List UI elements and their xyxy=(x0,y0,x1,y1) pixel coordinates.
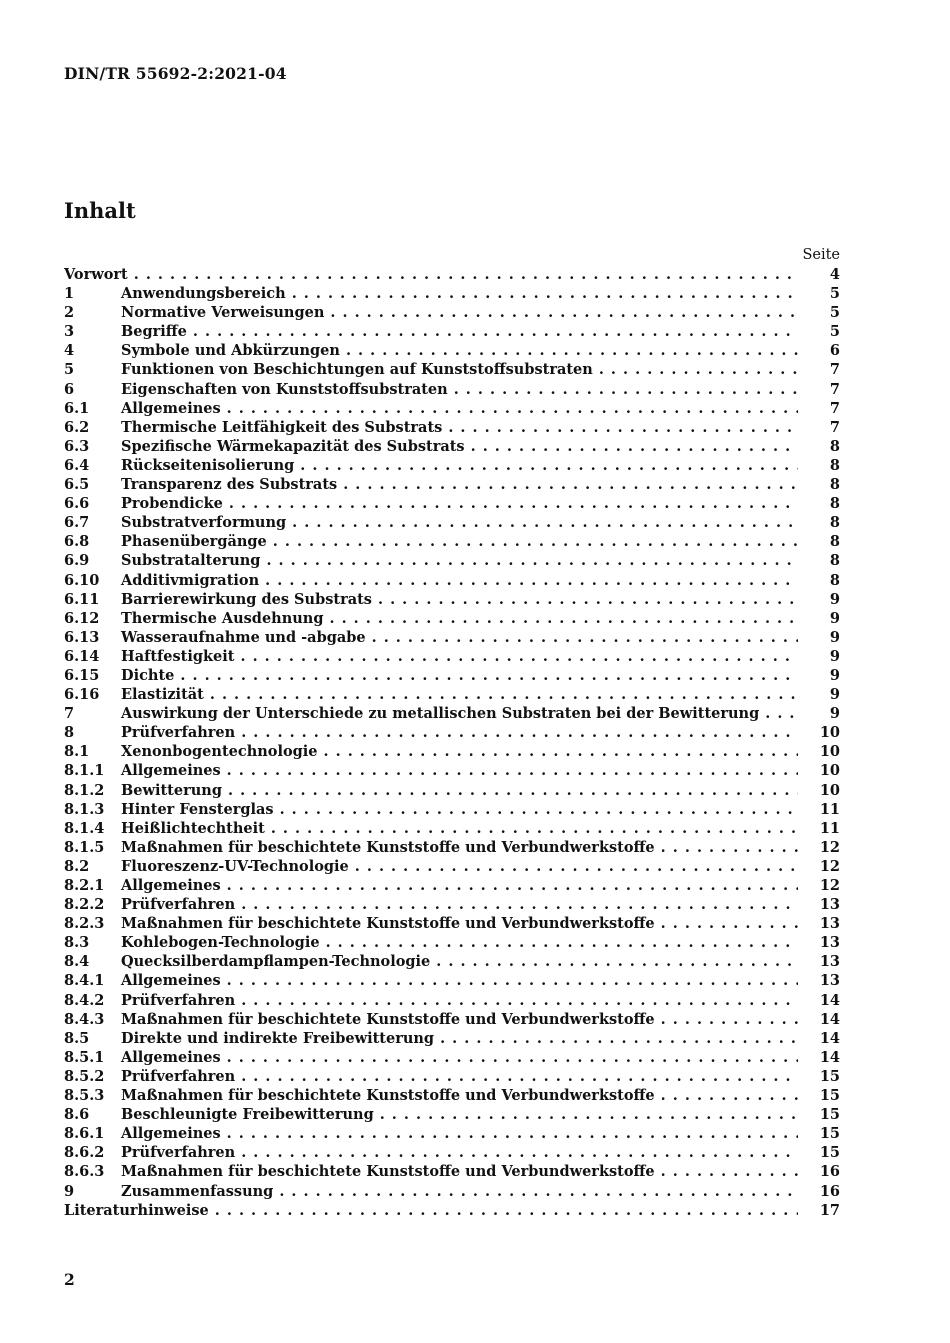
toc-entry-page: 15 xyxy=(819,1106,840,1124)
toc-entry-number: 6 xyxy=(64,380,75,398)
toc-entry-title: Additivmigration xyxy=(121,571,260,589)
toc-entry[interactable] xyxy=(64,933,840,952)
toc-entry-title: Maßnahmen für beschichtete Kunststoffe und Verbundwerkstoffe xyxy=(121,838,655,856)
toc-title: Inhalt xyxy=(64,198,136,223)
toc-entry[interactable] xyxy=(64,819,840,838)
toc-entry-page: 10 xyxy=(819,724,840,742)
toc-dot-leader xyxy=(380,1105,798,1124)
toc-entry-page: 12 xyxy=(819,838,840,856)
toc-dot-leader xyxy=(180,666,798,685)
toc-entry-number: 8.2.3 xyxy=(64,915,105,933)
toc-dot-leader xyxy=(193,322,798,341)
toc-entry-page: 9 xyxy=(829,705,840,723)
toc-entry-title: Substratverformung xyxy=(121,514,287,532)
toc-entry-number: 6.6 xyxy=(64,495,90,513)
toc-dot-leader xyxy=(227,399,798,418)
toc-page-column-label: Seite xyxy=(802,247,840,263)
toc-entry[interactable] xyxy=(64,571,840,590)
toc-entry-number: 8.1 xyxy=(64,743,90,761)
toc-entry[interactable] xyxy=(64,971,840,990)
toc-entry[interactable] xyxy=(64,418,840,437)
toc-entry-title: Heißlichtechtheit xyxy=(121,819,265,837)
toc-dot-leader xyxy=(661,914,798,933)
toc-entry-title: Wasseraufnahme und -abgabe xyxy=(121,628,366,646)
toc-entry[interactable] xyxy=(64,781,840,800)
toc-entry[interactable] xyxy=(64,685,840,704)
toc-entry-number: 8.4.1 xyxy=(64,972,105,990)
page-number: 2 xyxy=(64,1270,75,1289)
toc-entry[interactable] xyxy=(64,551,840,570)
toc-entry[interactable] xyxy=(64,914,840,933)
toc-entry[interactable] xyxy=(64,666,840,685)
toc-dot-leader xyxy=(346,341,798,360)
toc-dot-leader xyxy=(765,704,798,723)
toc-entry-page: 9 xyxy=(829,590,840,608)
toc-entry-page: 17 xyxy=(819,1201,840,1219)
toc-dot-leader xyxy=(227,876,798,895)
toc-dot-leader xyxy=(448,418,798,437)
toc-entry-title: Symbole und Abkürzungen xyxy=(121,342,340,360)
toc-dot-leader xyxy=(265,571,798,590)
toc-entry-page: 8 xyxy=(829,476,840,494)
toc-entry-title: Prüfverfahren xyxy=(121,1067,236,1085)
toc-entry[interactable] xyxy=(64,1201,840,1220)
toc-dot-leader xyxy=(324,742,798,761)
toc-dot-leader xyxy=(279,1182,798,1201)
toc-dot-leader xyxy=(661,1162,798,1181)
toc-entry-title: Substratalterung xyxy=(121,552,261,570)
toc-entry-title: Allgemeines xyxy=(121,1048,221,1066)
toc-entry-page: 16 xyxy=(819,1163,840,1181)
toc-entry[interactable] xyxy=(64,456,840,475)
toc-dot-leader xyxy=(210,685,798,704)
toc-entry-number: 5 xyxy=(64,361,75,379)
toc-entry[interactable] xyxy=(64,360,840,379)
toc-entry[interactable] xyxy=(64,1143,840,1162)
toc-entry[interactable] xyxy=(64,590,840,609)
toc-entry-number: 6.5 xyxy=(64,476,90,494)
toc-dot-leader xyxy=(471,437,798,456)
toc-entry-page: 5 xyxy=(829,304,840,322)
toc-dot-leader xyxy=(241,895,798,914)
toc-entry-page: 10 xyxy=(819,762,840,780)
toc-dot-leader xyxy=(378,590,798,609)
toc-entry-title: Allgemeines xyxy=(121,399,221,417)
toc-entry-page: 13 xyxy=(819,972,840,990)
toc-entry[interactable] xyxy=(64,341,840,360)
toc-entry-title: Xenonbogentechnologie xyxy=(121,743,318,761)
toc-entry-title: Allgemeines xyxy=(121,1125,221,1143)
toc-entry-page: 13 xyxy=(819,934,840,952)
toc-entry-title: Eigenschaften von Kunststoffsubstraten xyxy=(121,380,448,398)
toc-entry-number: 6.16 xyxy=(64,686,100,704)
toc-dot-leader xyxy=(271,819,798,838)
toc-entry-title: Allgemeines xyxy=(121,762,221,780)
toc-dot-leader xyxy=(599,360,798,379)
toc-entry-number: 8.1.4 xyxy=(64,819,105,837)
toc-entry[interactable] xyxy=(64,1029,840,1048)
toc-entry[interactable] xyxy=(64,1010,840,1029)
toc-entry-number: 6.7 xyxy=(64,514,90,532)
toc-entry-title: Maßnahmen für beschichtete Kunststoffe und Verbundwerkstoffe xyxy=(121,915,655,933)
toc-entry-page: 9 xyxy=(829,609,840,627)
toc-entry[interactable] xyxy=(64,1182,840,1201)
toc-entry-number: 6.10 xyxy=(64,571,100,589)
toc-entry-title: Prüfverfahren xyxy=(121,1144,236,1162)
toc-entry-title: Anwendungsbereich xyxy=(121,285,286,303)
toc-entry-title: Barrierewirkung des Substrats xyxy=(121,590,372,608)
toc-entry-title: Fluoreszenz-UV-Technologie xyxy=(121,857,349,875)
toc-entry-page: 12 xyxy=(819,857,840,875)
toc-dot-leader xyxy=(280,800,798,819)
toc-entry-page: 11 xyxy=(819,819,840,837)
toc-entry-title: Maßnahmen für beschichtete Kunststoffe und Verbundwerkstoffe xyxy=(121,1163,655,1181)
toc-entry-number: 8.5.3 xyxy=(64,1087,105,1105)
toc-entry-title: Prüfverfahren xyxy=(121,991,236,1009)
toc-entry-number: 8 xyxy=(64,724,75,742)
toc-entry-number: 8.6 xyxy=(64,1106,90,1124)
toc-entry-title: Phasenübergänge xyxy=(121,533,267,551)
toc-entry-page: 8 xyxy=(829,571,840,589)
toc-entry[interactable] xyxy=(64,838,840,857)
toc-entry[interactable] xyxy=(64,284,840,303)
toc-entry-title: Thermische Leitfähigkeit des Substrats xyxy=(121,418,443,436)
toc-dot-leader xyxy=(240,647,798,666)
toc-entry-page: 16 xyxy=(819,1182,840,1200)
toc-entry-number: 8.5.2 xyxy=(64,1067,105,1085)
toc-entry-number: 8.4.3 xyxy=(64,1010,105,1028)
toc-dot-leader xyxy=(343,475,798,494)
toc-entry-title: Auswirkung der Unterschiede zu metallischen Substraten bei der Bewitterung xyxy=(121,705,760,723)
toc-entry-page: 8 xyxy=(829,456,840,474)
toc-dot-leader xyxy=(329,609,798,628)
toc-entry-page: 15 xyxy=(819,1144,840,1162)
toc-entry-number: 8.2.1 xyxy=(64,877,105,894)
toc-dot-leader xyxy=(241,723,798,742)
toc-entry-number: 8.6.3 xyxy=(64,1163,105,1181)
toc-dot-leader xyxy=(227,1124,798,1143)
toc-entry-page: 5 xyxy=(829,323,840,341)
toc-entry[interactable] xyxy=(64,380,840,399)
toc-entry-title: Funktionen von Beschichtungen auf Kunststoffsubstraten xyxy=(121,361,593,379)
toc-entry-number: 2 xyxy=(64,304,75,322)
toc-dot-leader xyxy=(241,1143,798,1162)
toc-entry-page: 12 xyxy=(819,877,840,894)
toc-entry-page: 7 xyxy=(829,380,840,398)
toc-dot-leader xyxy=(227,761,798,780)
toc-entry-title: Normative Verweisungen xyxy=(121,304,325,322)
toc-entry-title: Hinter Fensterglas xyxy=(121,800,274,818)
toc-entry-page: 5 xyxy=(829,285,840,303)
toc-entry-title: Maßnahmen für beschichtete Kunststoffe und Verbundwerkstoffe xyxy=(121,1087,655,1105)
toc-dot-leader xyxy=(372,628,798,647)
toc-entry[interactable] xyxy=(64,704,840,723)
toc-entry[interactable] xyxy=(64,895,840,914)
toc-entry-number: 8.4.2 xyxy=(64,991,105,1009)
toc-dot-leader xyxy=(330,303,798,322)
toc-dot-leader xyxy=(661,1086,798,1105)
toc-entry[interactable] xyxy=(64,991,840,1010)
toc-entry[interactable] xyxy=(64,1162,840,1181)
toc-entry-title: Zusammenfassung xyxy=(121,1182,274,1200)
toc-entry-number: 8.4 xyxy=(64,953,90,971)
toc-dot-leader xyxy=(326,933,798,952)
toc-entry-number: 6.15 xyxy=(64,666,100,684)
toc-dot-leader xyxy=(215,1201,798,1220)
toc-entry-title: Thermische Ausdehnung xyxy=(121,609,324,627)
toc-entry-title: Literaturhinweise xyxy=(64,1201,209,1219)
toc-entry[interactable] xyxy=(64,475,840,494)
toc-dot-leader xyxy=(440,1029,798,1048)
toc-entry[interactable] xyxy=(64,303,840,322)
toc-entry-number: 6.2 xyxy=(64,418,90,436)
toc-entry-page: 14 xyxy=(819,1048,840,1066)
toc-entry[interactable] xyxy=(64,952,840,971)
toc-entry-page: 7 xyxy=(829,361,840,379)
toc-entry[interactable] xyxy=(64,1086,840,1105)
toc-entry[interactable] xyxy=(64,532,840,551)
toc-entry-title: Direkte und indirekte Freibewitterung xyxy=(121,1029,435,1047)
toc-dot-leader xyxy=(661,1010,798,1029)
toc-entry-page: 13 xyxy=(819,896,840,914)
toc-entry-title: Dichte xyxy=(121,666,175,684)
toc-entry-page: 8 xyxy=(829,437,840,455)
toc-dot-leader xyxy=(292,513,798,532)
toc-entry-number: 8.2.2 xyxy=(64,896,105,914)
toc-entry-title: Maßnahmen für beschichtete Kunststoffe und Verbundwerkstoffe xyxy=(121,1010,655,1028)
toc-entry[interactable] xyxy=(64,265,840,284)
toc-entry-number: 8.6.2 xyxy=(64,1144,105,1162)
toc-entry-page: 10 xyxy=(819,781,840,799)
toc-dot-leader xyxy=(436,952,798,971)
toc-entry[interactable] xyxy=(64,1067,840,1086)
toc-dot-leader xyxy=(355,857,798,876)
toc-entry-page: 13 xyxy=(819,915,840,933)
toc-entry-page: 15 xyxy=(819,1087,840,1105)
toc-entry-page: 8 xyxy=(829,514,840,532)
toc-entry[interactable] xyxy=(64,1124,840,1143)
toc-entry[interactable] xyxy=(64,742,840,761)
toc-entry[interactable] xyxy=(64,647,840,666)
toc-entry-number: 8.5.1 xyxy=(64,1048,105,1066)
toc-entry-page: 8 xyxy=(829,495,840,513)
toc-entry[interactable] xyxy=(64,437,840,456)
toc-entry-number: 9 xyxy=(64,1182,75,1200)
toc-entry-number: 4 xyxy=(64,342,75,360)
toc-dot-leader xyxy=(134,265,798,284)
toc-entry-page: 9 xyxy=(829,628,840,646)
toc-entry-page: 4 xyxy=(829,266,840,283)
toc-entry-title: Haftfestigkeit xyxy=(121,647,235,665)
toc-dot-leader xyxy=(227,971,798,990)
toc-entry-page: 9 xyxy=(829,647,840,665)
toc-entry-page: 8 xyxy=(829,552,840,570)
toc-dot-leader xyxy=(241,1067,798,1086)
toc-entry-number: 6.8 xyxy=(64,533,90,551)
toc-entry-page: 7 xyxy=(829,399,840,417)
toc-entry[interactable] xyxy=(64,609,840,628)
toc-entry[interactable] xyxy=(64,1048,840,1067)
document-id: DIN/TR 55692-2:2021-04 xyxy=(64,64,287,83)
toc-dot-leader xyxy=(227,1048,798,1067)
toc-dot-leader xyxy=(228,781,798,800)
table-of-contents xyxy=(64,265,840,1220)
toc-dot-leader xyxy=(241,991,798,1010)
toc-entry-number: 6.1 xyxy=(64,399,90,417)
toc-entry[interactable] xyxy=(64,513,840,532)
toc-entry-number: 6.13 xyxy=(64,628,100,646)
toc-entry-page: 13 xyxy=(819,953,840,971)
toc-entry-title: Transparenz des Substrats xyxy=(121,476,338,494)
toc-dot-leader xyxy=(266,551,798,570)
toc-entry-number: 8.5 xyxy=(64,1029,90,1047)
toc-entry[interactable] xyxy=(64,628,840,647)
toc-entry[interactable] xyxy=(64,1105,840,1124)
toc-entry-number: 3 xyxy=(64,323,75,341)
toc-entry[interactable] xyxy=(64,800,840,819)
toc-entry-number: 8.1.2 xyxy=(64,781,105,799)
toc-entry-title: Spezifische Wärmekapazität des Substrats xyxy=(121,437,465,455)
toc-entry[interactable] xyxy=(64,494,840,513)
toc-entry-number: 8.6.1 xyxy=(64,1125,105,1143)
toc-entry-page: 14 xyxy=(819,1029,840,1047)
toc-entry-title: Allgemeines xyxy=(121,877,221,894)
toc-entry-number: 8.3 xyxy=(64,934,90,952)
toc-entry[interactable] xyxy=(64,399,840,418)
toc-entry-number: 6.9 xyxy=(64,552,90,570)
toc-entry-number: 8.1.5 xyxy=(64,838,105,856)
toc-entry-page: 15 xyxy=(819,1067,840,1085)
toc-dot-leader xyxy=(292,284,798,303)
toc-entry-title: Prüfverfahren xyxy=(121,724,236,742)
toc-entry-title: Begriffe xyxy=(121,323,187,341)
toc-dot-leader xyxy=(273,532,798,551)
toc-entry-number: 1 xyxy=(64,285,75,303)
toc-entry-title: Probendicke xyxy=(121,495,223,513)
toc-entry-number: 7 xyxy=(64,705,75,723)
toc-entry[interactable] xyxy=(64,857,840,876)
toc-dot-leader xyxy=(454,380,798,399)
toc-entry-page: 14 xyxy=(819,1010,840,1028)
toc-entry-title: Bewitterung xyxy=(121,781,222,799)
toc-entry-page: 8 xyxy=(829,533,840,551)
toc-entry-page: 15 xyxy=(819,1125,840,1143)
toc-entry-title: Prüfverfahren xyxy=(121,896,236,914)
toc-entry-title: Beschleunigte Freibewitterung xyxy=(121,1106,374,1124)
toc-dot-leader xyxy=(229,494,798,513)
toc-dot-leader xyxy=(661,838,798,857)
toc-entry-number: 6.11 xyxy=(64,590,100,608)
toc-entry[interactable] xyxy=(64,761,840,780)
toc-entry-page: 9 xyxy=(829,666,840,684)
toc-entry-number: 6.3 xyxy=(64,437,90,455)
toc-entry-page: 7 xyxy=(829,418,840,436)
toc-entry-page: 14 xyxy=(819,991,840,1009)
toc-entry[interactable] xyxy=(64,876,840,895)
toc-entry-number: 8.1.3 xyxy=(64,800,105,818)
toc-dot-leader xyxy=(300,456,798,475)
toc-entry-page: 9 xyxy=(829,686,840,704)
toc-entry-title: Kohlebogen-Technologie xyxy=(121,934,320,952)
toc-entry-title: Vorwort xyxy=(64,266,128,283)
toc-entry[interactable] xyxy=(64,723,840,742)
toc-entry-page: 6 xyxy=(829,342,840,360)
toc-entry-number: 8.2 xyxy=(64,857,90,875)
toc-entry-title: Quecksilberdampflampen-Technologie xyxy=(121,953,431,971)
toc-entry-number: 6.4 xyxy=(64,456,90,474)
toc-entry-number: 6.14 xyxy=(64,647,100,665)
toc-entry-page: 11 xyxy=(819,800,840,818)
toc-entry-number: 6.12 xyxy=(64,609,100,627)
toc-entry-title: Allgemeines xyxy=(121,972,221,990)
toc-entry-page: 10 xyxy=(819,743,840,761)
toc-entry[interactable] xyxy=(64,322,840,341)
toc-entry-title: Rückseitenisolierung xyxy=(121,456,295,474)
toc-entry-title: Elastizität xyxy=(121,686,204,704)
toc-entry-number: 8.1.1 xyxy=(64,762,105,780)
